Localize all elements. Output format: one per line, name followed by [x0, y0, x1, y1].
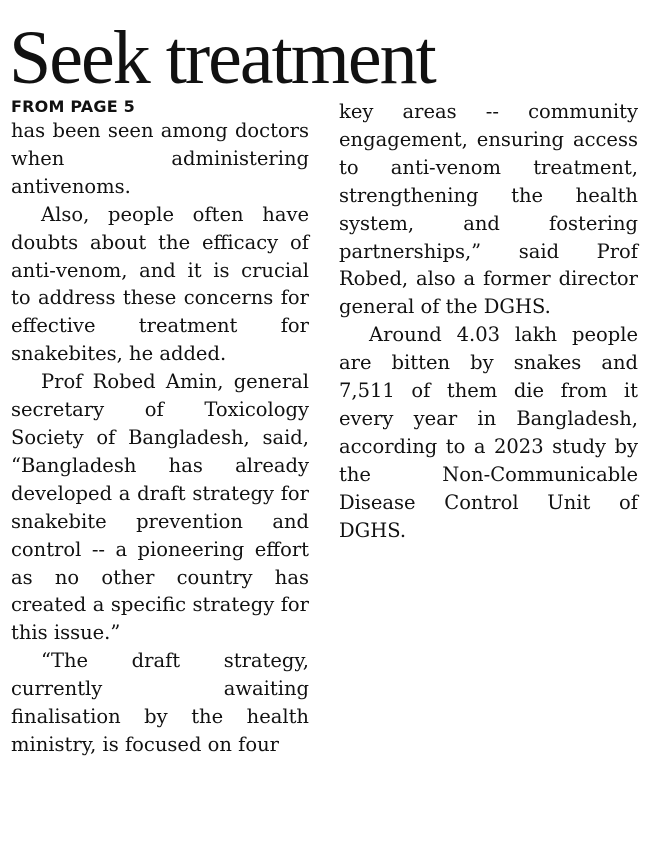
article-column-left — [11, 97, 309, 759]
paragraph-6: Around 4.03 lakh people are bitten by snakes and 7,511 of them die from it every year in Bangladesh, according to a 2023 study by the Non-Communicable Disease Control Unit of DGHS. — [339, 323, 638, 542]
paragraph-1: has been seen among doctors when administering antivenoms. — [11, 119, 309, 198]
headline: Seek treatment — [9, 16, 435, 100]
continued-from-label: FROM PAGE 5 — [11, 97, 135, 116]
paragraph-3: Prof Robed Amin, general secretary of Toxicology Society of Bangladesh, said, “Bangladesh has already developed a draft strategy for snakebite prevention and control -- a pioneering effort as no other country has created a specific strategy for this issue.” — [11, 370, 309, 645]
paragraph-5: key areas -- community engagement, ensuring access to anti-venom treatment, strengthening the health system, and fostering partnerships,” said Prof Robed, also a former director general of the DGHS. — [339, 100, 638, 319]
article-column-right — [339, 97, 638, 545]
paragraph-2: Also, people often have doubts about the efficacy of anti-venom, and it is crucial to address these concerns for effective treatment for snakebites, he added. — [11, 202, 309, 366]
paragraph-4: “The draft strategy, currently awaiting finalisation by the health ministry, is focused on four — [11, 649, 309, 756]
